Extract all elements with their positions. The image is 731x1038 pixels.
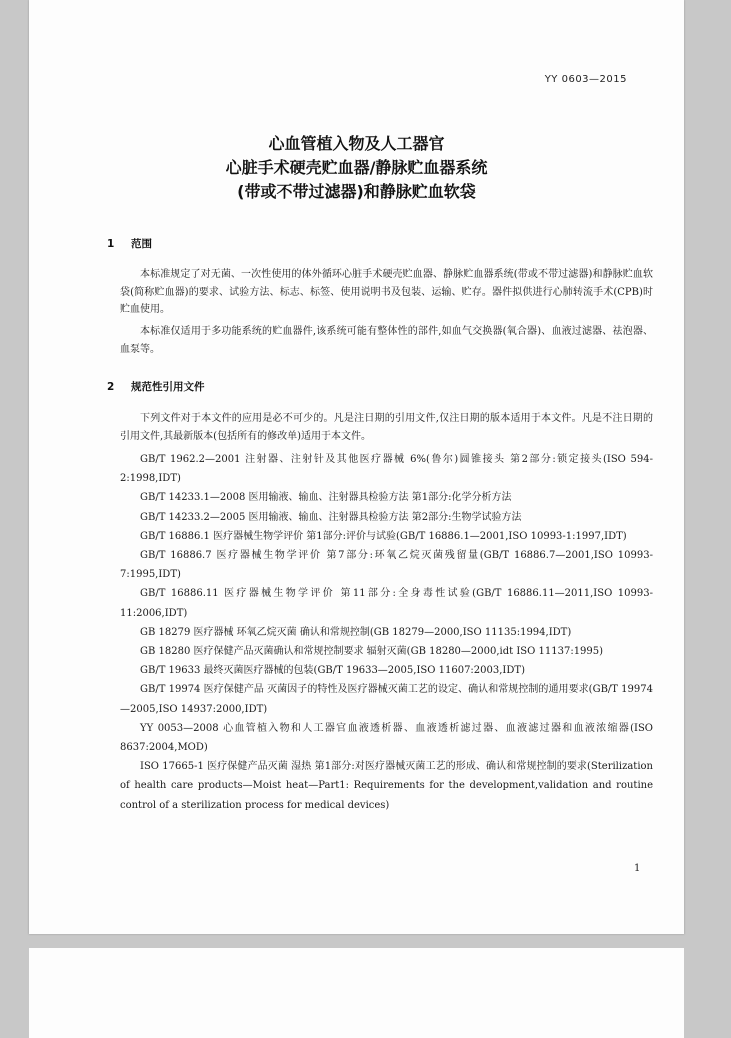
reference-item: GB/T 16886.1 医疗器械生物学评价 第1部分:评价与试验(GB/T 16886.1—2001,ISO 10993-1:1997,IDT) bbox=[140, 530, 627, 542]
reference-item: GB/T 19633 最终灭菌医疗器械的包装(GB/T 19633—2005,ISO 11607:2003,IDT) bbox=[140, 665, 525, 677]
section-number: 2 bbox=[107, 381, 115, 393]
document-title bbox=[29, 132, 684, 204]
reference-item: GB/T 16886.7 医疗器械生物学评价 第7部分:环氧乙烷灭菌残留量(GB/T 16886.7—2001,ISO 10993-7:1995,IDT) bbox=[120, 550, 653, 581]
paragraph: 下列文件对于本文件的应用是必不可少的。凡是注日期的引用文件,仅注日期的版本适用于本文件。凡是不注日期的引用文件,其最新版本(包括所有的修改单)适用于本文件。 bbox=[120, 413, 653, 442]
paragraph: 本标准仅适用于多功能系统的贮血器件,该系统可能有整体性的部件,如血气交换器(氧合器)、血液过滤器、祛泡器、血泵等。 bbox=[120, 326, 653, 355]
title-line-3: (带或不带过滤器)和静脉贮血软袋 bbox=[237, 182, 476, 201]
document-page bbox=[29, 0, 684, 934]
title-line-2: 心脏手术硬壳贮血器/静脉贮血器系统 bbox=[225, 158, 488, 177]
section-1-heading bbox=[107, 236, 152, 251]
section-number: 1 bbox=[107, 238, 115, 250]
reference-item: GB/T 14233.1—2008 医用输液、输血、注射器具检验方法 第1部分:化学分析方法 bbox=[140, 492, 512, 504]
next-page-preview bbox=[29, 948, 684, 1038]
reference-item: ISO 17665-1 医疗保健产品灭菌 湿热 第1部分:对医疗器械灭菌工艺的形成、确认和常规控制的要求(Sterilization of health care products—Moist heat—Part1: Requirements for the development,validation and routine control of a sterilization process for medical devices) bbox=[120, 761, 653, 811]
reference-item: GB/T 19974 医疗保健产品 灭菌因子的特性及医疗器械灭菌工艺的设定、确认和常规控制的通用要求(GB/T 19974—2005,ISO 14937:2000,IDT) bbox=[120, 684, 653, 715]
reference-item: GB 18280 医疗保健产品灭菌确认和常规控制要求 辐射灭菌(GB 18280—2000,idt ISO 11137:1995) bbox=[140, 646, 604, 658]
standard-code: YY 0603—2015 bbox=[544, 74, 627, 85]
section-2-heading bbox=[107, 379, 205, 394]
reference-item: GB 18279 医疗器械 环氧乙烷灭菌 确认和常规控制(GB 18279—2000,ISO 11135:1994,IDT) bbox=[140, 626, 572, 638]
reference-item: GB/T 1962.2—2001 注射器、注射针及其他医疗器械 6%(鲁尔)圆锥接头 第2部分:锁定接头(ISO 594-2:1998,IDT) bbox=[120, 454, 653, 485]
paragraph: 本标准规定了对无菌、一次性使用的体外循环心脏手术硬壳贮血器、静脉贮血器系统(带或不带过滤器)和静脉贮血软袋(简称贮血器)的要求、试验方法、标志、标签、使用说明书及包装、运输、贮存。器件拟供进行心肺转流手术(CPB)时贮血使用。 bbox=[120, 269, 653, 315]
reference-item: GB/T 14233.2—2005 医用输液、输血、注射器具检验方法 第2部分:生物学试验方法 bbox=[140, 511, 522, 523]
section-title: 范围 bbox=[131, 238, 152, 250]
reference-list bbox=[120, 450, 653, 815]
title-line-1: 心血管植入物及人工器官 bbox=[268, 134, 445, 153]
reference-item: YY 0053—2008 心血管植入物和人工器官血液透析器、血液透析滤过器、血液滤过器和血液浓缩器(ISO 8637:2004,MOD) bbox=[120, 722, 653, 754]
section-title: 规范性引用文件 bbox=[131, 381, 205, 393]
page-number: 1 bbox=[634, 863, 641, 874]
reference-item: GB/T 16886.11 医疗器械生物学评价 第11部分:全身毒性试验(GB/T 16886.11—2011,ISO 10993-11:2006,IDT) bbox=[120, 588, 653, 619]
